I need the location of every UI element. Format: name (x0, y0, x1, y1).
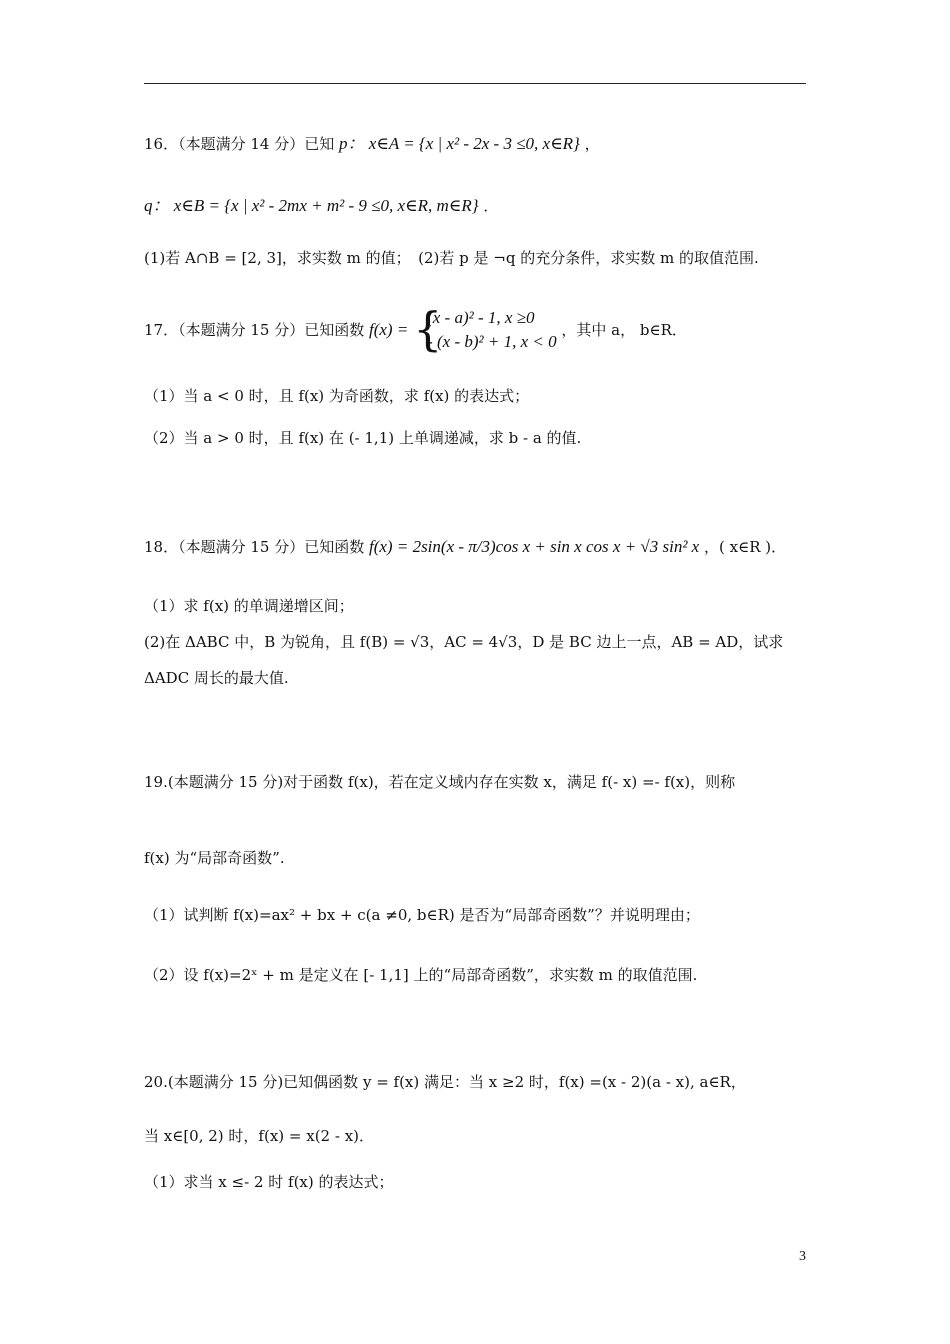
left-brace: { (413, 302, 443, 356)
problem-19-part2: （2）设 f(x)=2ˣ + m 是定义在 [- 1,1] 上的“局部奇函数”，求实数 m 的取值范围. (144, 966, 698, 984)
problem-20-line2: 当 x∈[0, 2) 时，f(x) = x(2 - x)． (144, 1127, 375, 1145)
problem-17-definition: 17．（本题满分 15 分）已知函数 f(x) = { (x - a)² - 1, x ≥0 - (x - b)² + 1, x < 0 ，其中 a， b∈R． (144, 302, 687, 356)
problem-18-part1: （1）求 f(x) 的单调递增区间； (144, 597, 354, 615)
problem-17-part2: （2）当 a > 0 时，且 f(x) 在 (- 1,1) 上单调递减，求 b - a 的值. (144, 429, 582, 447)
problem-19-line2: f(x) 为“局部奇函数”. (144, 849, 285, 867)
problem-16-line1: 16．（本题满分 14 分）已知 p： x∈A = {x | x² - 2x - 3 ≤0, x∈R} ， (144, 134, 600, 153)
problem-17-part1: （1）当 a < 0 时，且 f(x) 为奇函数，求 f(x) 的表达式； (144, 387, 530, 405)
piecewise-cases: { (x - a)² - 1, x ≥0 - (x - b)² + 1, x < 0 (413, 302, 557, 356)
page-number: 3 (799, 1249, 806, 1264)
header-rule (144, 83, 806, 84)
problem-19-line1: 19.(本题满分 15 分)对于函数 f(x)，若在定义域内存在实数 x，满足 f(- x) =- f(x)，则称 (144, 773, 736, 791)
problem-20-part1: （1）求当 x ≤- 2 时 f(x) 的表达式； (144, 1173, 394, 1191)
problem-16-line3: (1)若 A∩B = [2, 3]，求实数 m 的值； (2)若 p 是 ¬q 的充分条件，求实数 m 的取值范围. (144, 249, 759, 267)
problem-18-part2-line2: ΔADC 周长的最大值. (144, 669, 289, 687)
problem-19-part1: （1）试判断 f(x)=ax² + bx + c(a ≠0, b∈R) 是否为“局部奇函数”？并说明理由； (144, 906, 700, 924)
problem-20-line1: 20.(本题满分 15 分)已知偶函数 y = f(x) 满足：当 x ≥2 时，f(x) =(x - 2)(a - x), a∈R， (144, 1073, 746, 1091)
problem-16-line2: q： x∈B = {x | x² - 2mx + m² - 9 ≤0, x∈R, m∈R} ． (144, 196, 499, 215)
problem-18-part2-line1: (2)在 ΔABC 中，B 为锐角，且 f(B) = √3，AC = 4√3，D 是 BC 边上一点，AB = AD，试求 (144, 633, 784, 651)
problem-18-line1: 18．（本题满分 15 分）已知函数 f(x) = 2sin(x - π/3)cos x + sin x cos x + √3 sin² x ，( x∈R )． (144, 537, 787, 556)
